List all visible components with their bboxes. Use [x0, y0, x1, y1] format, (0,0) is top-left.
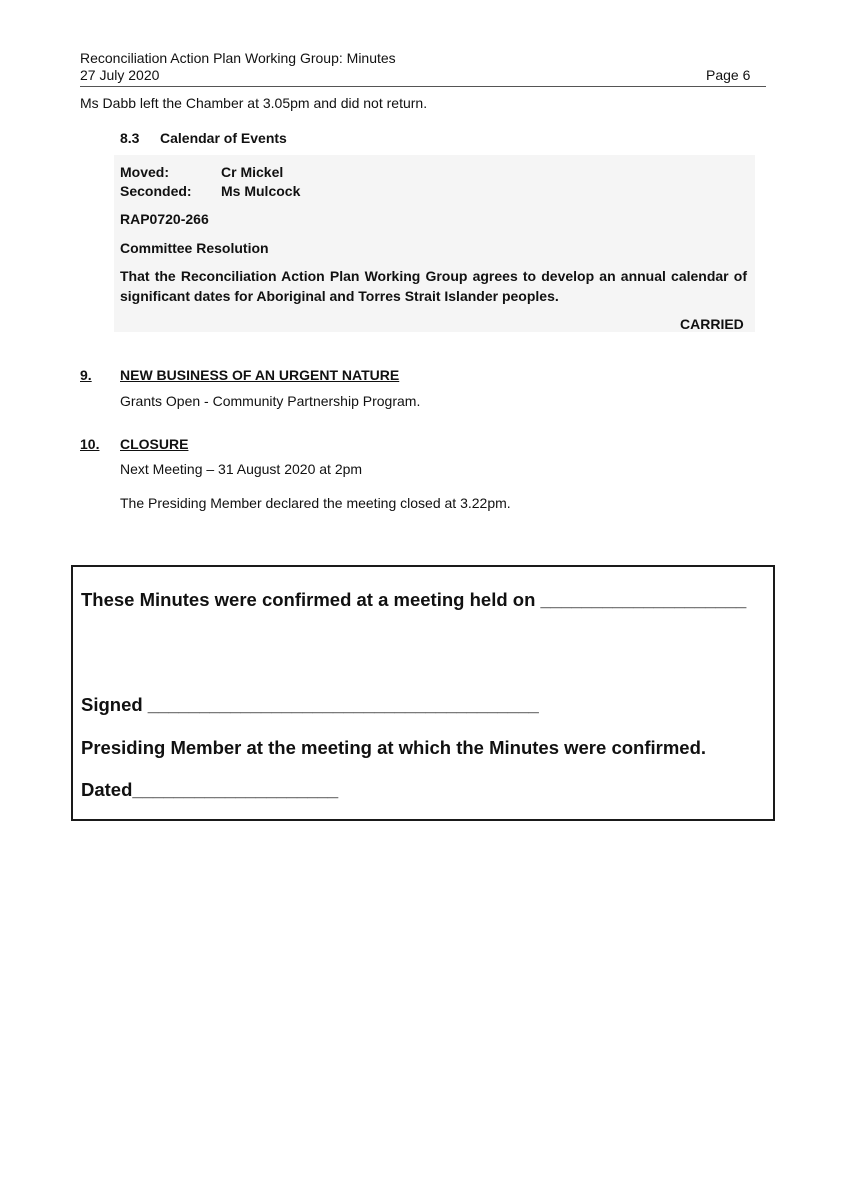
resolution-id: RAP0720-266	[120, 211, 209, 227]
moved-value: Cr Mickel	[221, 164, 284, 180]
moved-label: Moved:	[120, 164, 169, 180]
resolution-title: Committee Resolution	[120, 240, 269, 256]
section-9-number: 9.	[80, 367, 92, 383]
intro-note: Ms Dabb left the Chamber at 3.05pm and did not return.	[80, 95, 428, 111]
item-number: 8.3	[120, 130, 140, 146]
resolution-status: CARRIED	[680, 316, 744, 332]
confirmation-box	[71, 565, 775, 821]
section-10-heading: CLOSURE	[120, 436, 189, 452]
signed-line: Signed ______________________________________	[81, 694, 539, 715]
section-10-number: 10.	[80, 436, 100, 452]
presiding-member-line: Presiding Member at the meeting at which the Minutes were confirmed.	[81, 737, 707, 758]
section-9-text: Grants Open - Community Partnership Program.	[120, 393, 421, 409]
dated-line: Dated____________________	[81, 779, 339, 800]
section-9-heading: NEW BUSINESS OF AN URGENT NATURE	[120, 367, 400, 383]
document-title: Reconciliation Action Plan Working Group: Minutes	[80, 50, 396, 66]
seconded-value: Ms Mulcock	[221, 183, 301, 199]
seconded-label: Seconded:	[120, 183, 192, 199]
header-divider	[80, 86, 766, 87]
item-heading: Calendar of Events	[160, 130, 287, 146]
document-date: 27 July 2020	[80, 67, 160, 83]
meeting-closed-text: The Presiding Member declared the meeting closed at 3.22pm.	[120, 495, 511, 511]
next-meeting-text: Next Meeting – 31 August 2020 at 2pm	[120, 461, 363, 477]
resolution-text: That the Reconciliation Action Plan Working Group agrees to develop an annual calendar of significant dates for Aboriginal and Torres Strait Islander peoples.	[120, 268, 747, 304]
confirmed-date-line: These Minutes were confirmed at a meeting held on ____________________	[81, 589, 747, 610]
page-number: Page 6	[706, 67, 751, 83]
